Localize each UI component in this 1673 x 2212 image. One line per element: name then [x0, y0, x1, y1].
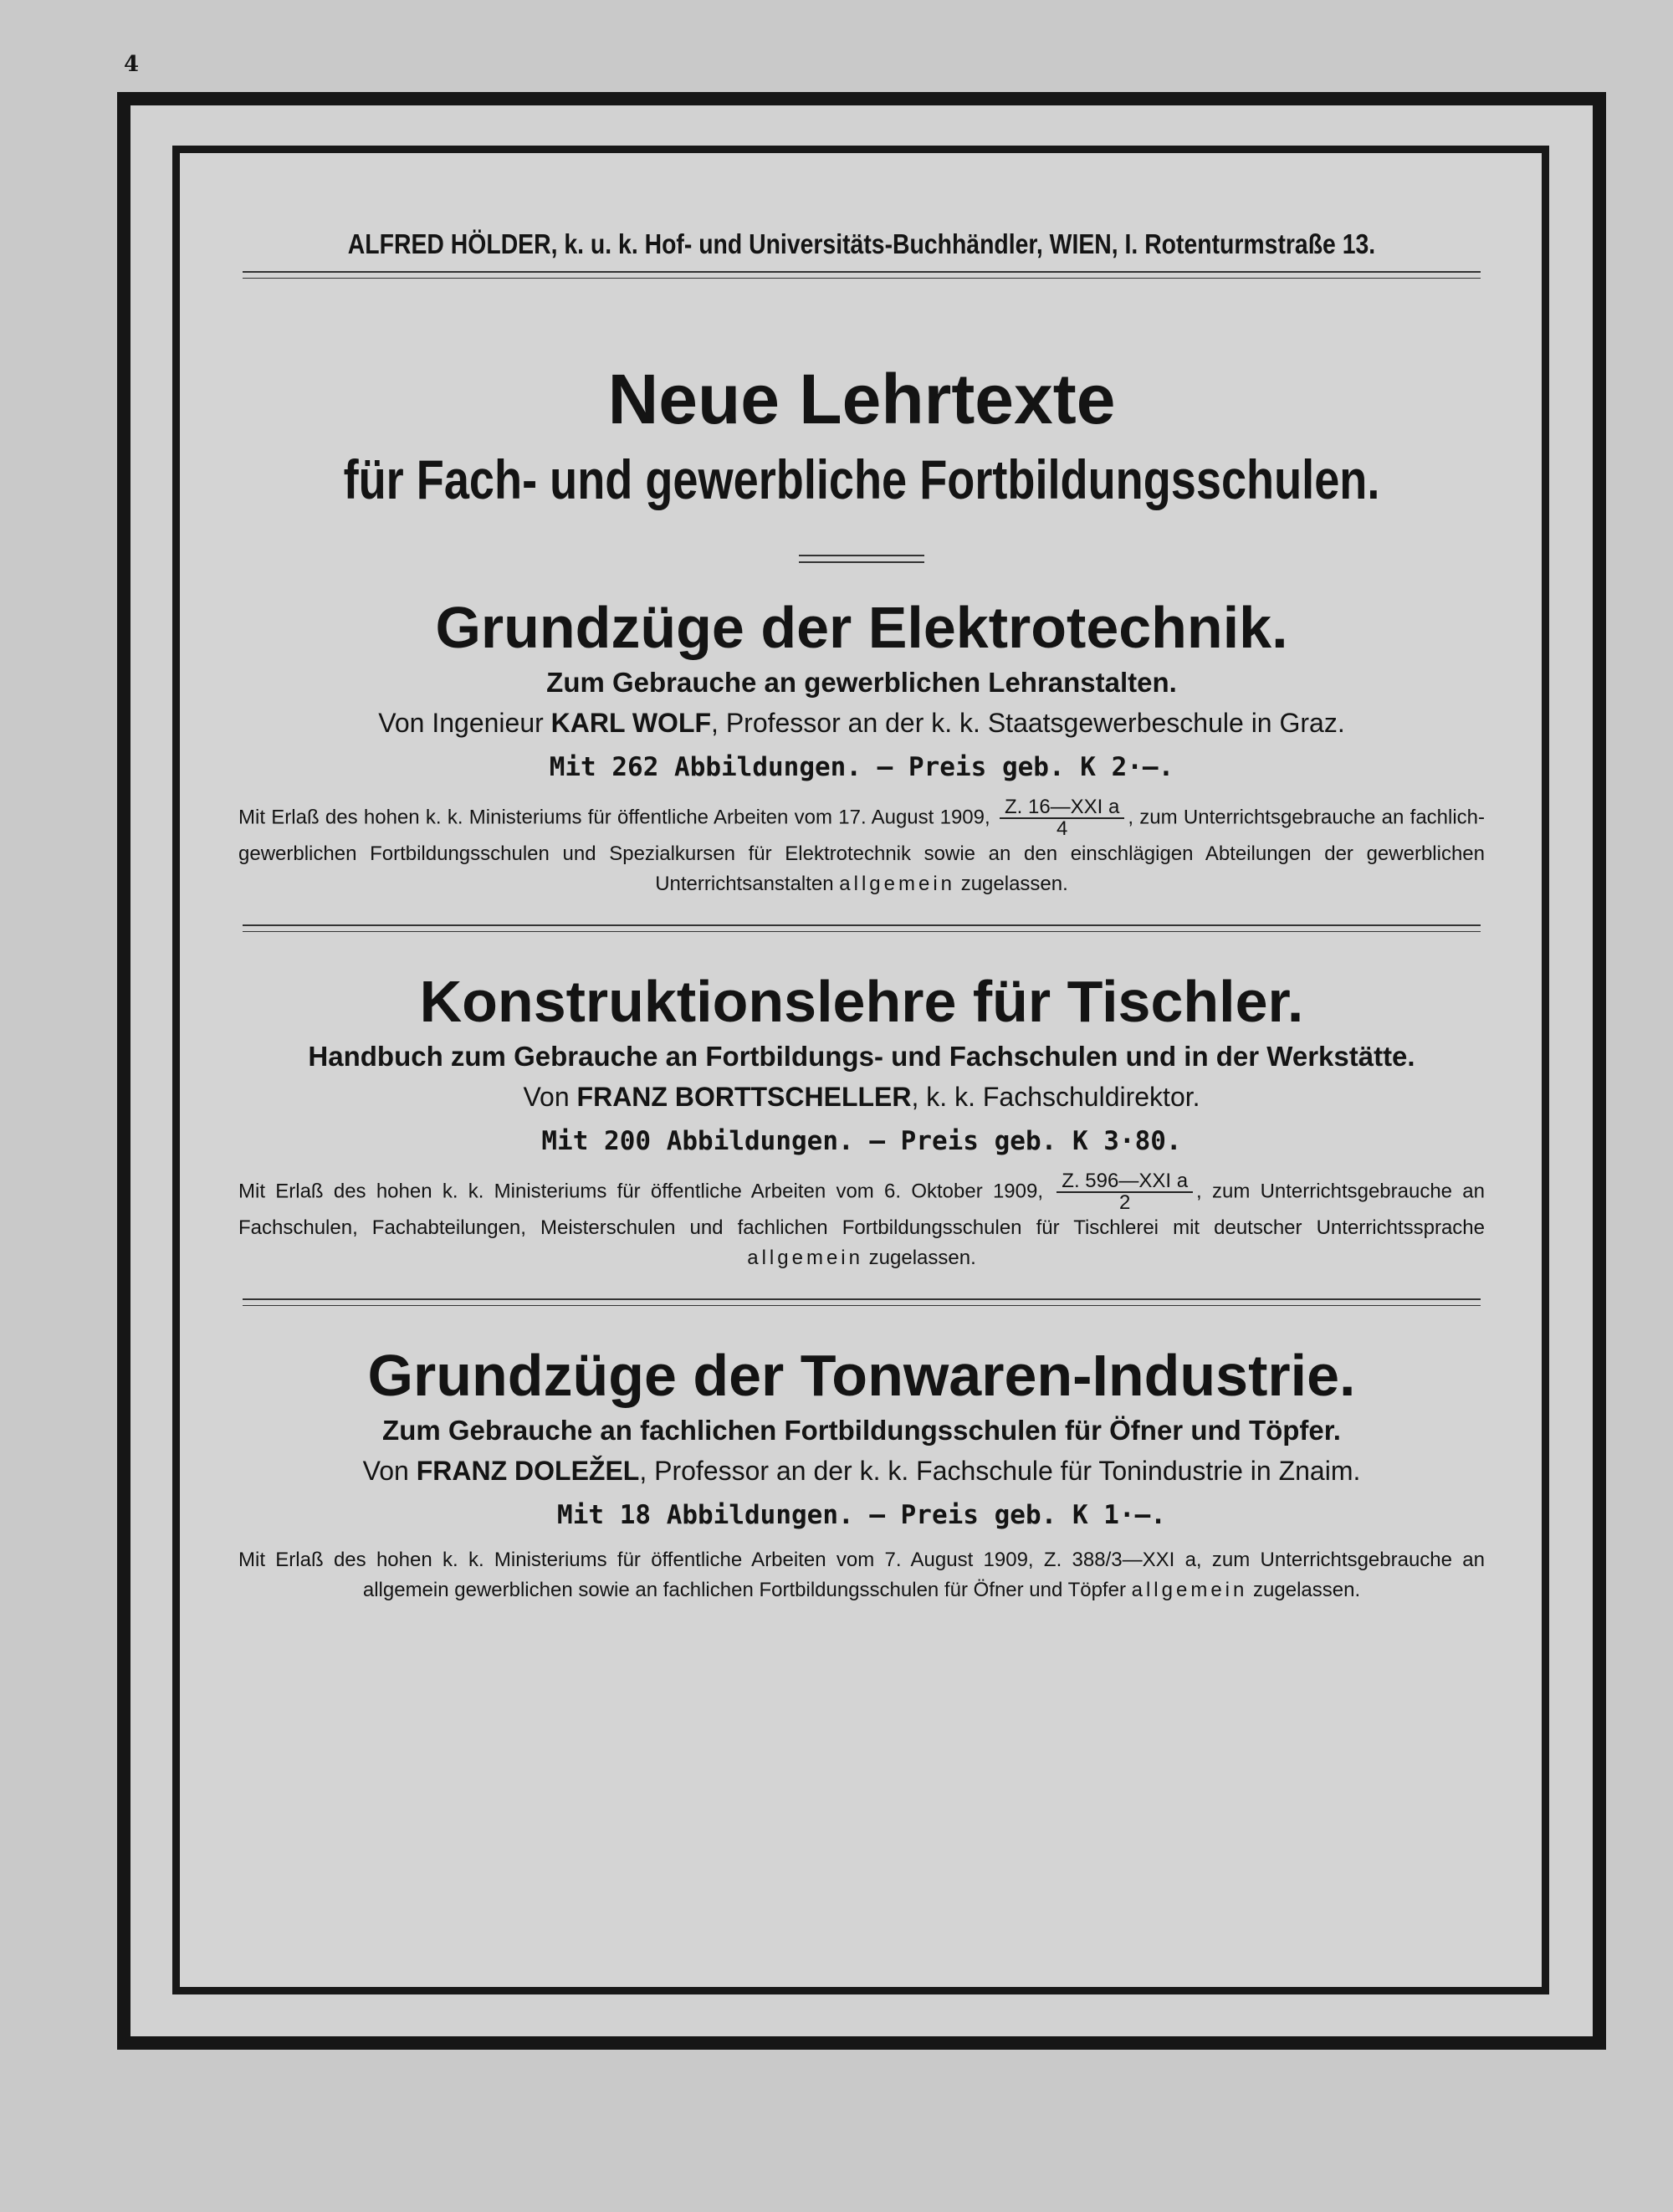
book-entry-tonwaren — [209, 1339, 1514, 1605]
decree-emphasis: allgemein — [747, 1247, 863, 1269]
book-title: Grundzüge der Tonwaren-Industrie. — [367, 1343, 1356, 1408]
main-subtitle: für Fach- und gewerbliche Fortbildungsschulen. — [343, 448, 1380, 510]
fraction-numerator: Z. 16—XXI a — [1000, 797, 1124, 819]
decree-end: zugelassen. — [1253, 1579, 1361, 1601]
author-prefix: Von — [523, 1082, 570, 1112]
section-divider — [243, 924, 1481, 932]
decree-text-continued: , zum Unterrichtsgebrauche an fachlich-gewerblichen Fortbildungsschulen und Spezialkursen für Elektrotechnik sowie an den einschlägigen Abteilungen der gewerblichen Unterrichtsanstalten — [238, 806, 1486, 895]
author-suffix: , Professor an der k. k. Staatsgewerbeschule in Graz. — [711, 708, 1345, 738]
book-title: Grundzüge der Elektrotechnik. — [435, 595, 1288, 660]
decree-number-fraction — [1000, 797, 1124, 839]
decree-number-fraction — [1056, 1171, 1193, 1213]
book-author — [209, 1076, 1514, 1118]
fraction-denominator: 2 — [1118, 1191, 1131, 1214]
page-number: 4 — [124, 52, 140, 77]
decree-end: zugelassen. — [960, 873, 1068, 895]
author-prefix: Von — [362, 1456, 409, 1486]
decree-text: Mit Erlaß des hohen k. k. Ministeriums für öffentliche Arbeiten vom 6. Oktober 1909, — [238, 1180, 1044, 1203]
decree-emphasis: allgemein — [839, 873, 956, 895]
author-name: FRANZ DOLEŽEL — [416, 1456, 640, 1486]
decree-text-continued: , zum Unterrichtsgebrauche an Fachschulen, Fachabteilungen, Meisterschulen und fachlichen Fortbildungsschulen für Tischlerei mit deutscher Unterrichtssprache — [238, 1180, 1485, 1239]
book-price: Mit 18 Abbildungen. – Preis geb. K 1·–. — [557, 1500, 1166, 1530]
book-entry-tischler — [209, 965, 1514, 1273]
section-divider — [243, 1298, 1481, 1306]
book-subtitle: Handbuch zum Gebrauche an Fortbildungs- und Fachschulen und in der Werkstätte. — [308, 1041, 1415, 1072]
book-price: Mit 200 Abbildungen. – Preis geb. K 3·80. — [541, 1126, 1182, 1156]
advertisement-content — [209, 209, 1514, 1605]
author-suffix: , Professor an der k. k. Fachschule für Tonindustrie in Znaim. — [639, 1456, 1361, 1486]
fraction-denominator: 4 — [1056, 817, 1068, 840]
author-suffix: , k. k. Fachschuldirektor. — [911, 1082, 1200, 1112]
decree-text: Mit Erlaß des hohen k. k. Ministeriums für öffentliche Arbeiten vom 7. August 1909, Z. 388/3—XXI a, zum Unterrichtsgebrauche an allgemein gewerblichen sowie an fachlichen Fortbildungsschulen für Öfner und Töpfer — [238, 1549, 1485, 1601]
author-name: FRANZ BORTTSCHELLER — [576, 1082, 912, 1112]
ministry-decree — [238, 1545, 1485, 1605]
book-author — [209, 1450, 1514, 1492]
title-divider — [799, 555, 924, 563]
book-price: Mit 262 Abbildungen. – Preis geb. K 2·–. — [549, 752, 1174, 782]
book-title: Konstruktionslehre für Tischler. — [419, 969, 1304, 1034]
fraction-numerator: Z. 596—XXI a — [1056, 1171, 1193, 1193]
author-prefix: Von Ingenieur — [378, 708, 544, 738]
ministry-decree — [238, 797, 1485, 899]
header-divider — [243, 271, 1481, 279]
decree-emphasis: allgemein — [1131, 1579, 1248, 1601]
main-title: Neue Lehrtexte — [607, 360, 1116, 438]
publisher-line: ALFRED HÖLDER, k. u. k. Hof- und Universitäts-Buchhändler, WIEN, I. Rotenturmstraße 13. — [347, 228, 1376, 259]
book-subtitle: Zum Gebrauche an gewerblichen Lehranstalten. — [546, 667, 1177, 698]
book-entry-elektrotechnik — [209, 591, 1514, 899]
decree-text: Mit Erlaß des hohen k. k. Ministeriums für öffentliche Arbeiten vom 17. August 1909, — [238, 806, 990, 829]
ministry-decree — [238, 1171, 1485, 1273]
book-subtitle: Zum Gebrauche an fachlichen Fortbildungsschulen für Öfner und Töpfer. — [382, 1415, 1341, 1446]
decree-end: zugelassen. — [868, 1247, 976, 1269]
author-name: KARL WOLF — [550, 708, 712, 738]
book-author — [209, 702, 1514, 744]
